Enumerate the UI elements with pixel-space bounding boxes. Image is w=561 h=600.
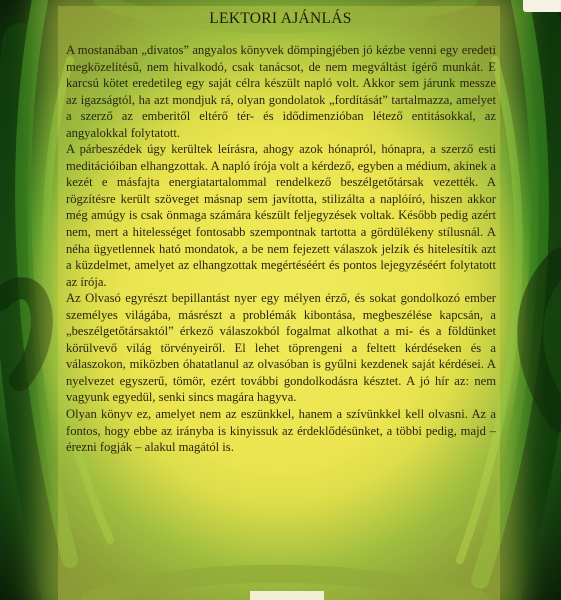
barcode-sticker-edge <box>250 591 324 600</box>
paragraph: Az Olvasó egyrészt bepillantást nyer egy mélyen érző, és sokat gondolkozó ember személyes világába, másrészt a problémák kibontása, megbeszélése kapcsán, a „beszélgetőtársaktól” érkező válaszokból fogalmat alkothat a mi- és a földünket körülvevő világ törvényeiről. El lehet töprengeni a feltett kérdéseken és a válaszokon, miközben óhatatlanul az olvasóban is gyűlni kezdenek saját kérdései. A nyelvezet egyszerű, tömör, ezért további gondolkodásra késztet. A jó hír az: nem vagyunk egyedül, senki sincs magára hagyva. <box>66 291 496 405</box>
paragraph: A mostanában „divatos” angyalos könyvek dömpingjében jó kézbe venni egy eredeti megközelítésű, nem hivalkodó, csak tanácsot, de nem megváltást ígérő munkát. E karcsú kötet eredetileg egy saját célra készült napló volt. Akkor sem járunk messze az igazságtól, ha azt mondjuk rá, olyan gondolatok „fordítását” tartalmazza, amelyet a szerző az emberitől eltérő tér- és idődimenzióban létező entitásokkal, az angyalokkal folytatott. <box>66 43 496 140</box>
paragraph: Olyan könyv ez, amelyet nem az eszünkkel, hanem a szívünkkel kell olvasni. Az a fontos, hogy ebbe az irányba is kinyissuk az érdeklődésünket, a többi pedig, majd – érezni fogják – alakul magától is. <box>66 407 496 455</box>
recommendation-text <box>66 42 496 456</box>
paragraph: A párbeszédek úgy kerültek leírásra, ahogy azok hónapról, hónapra, a szerző esti meditációiban elhangzottak. A napló írója volt a kérdező, egyben a médium, akinek a kezét e másfajta energiatartalommal rendelkező beszélgetőtársak vezették. A rögzítésre került szöveget másnap sem javította, stilizálta a naplóíró, hiszen akkor még amúgy is csak önmaga számára készült feljegyzések voltak. Később pedig azért nem, mert a hitelességet fontosabb szempontnak tartotta a gördülékeny stílusnál. A néha ügyetlennek ható mondatok, a be nem fejezett válaszok jelzik és hitelesítik azt a küzdelmet, amelyet az elhangzottak megértéséért és pontos lejegyzéséért folytatott az írója. <box>66 142 496 289</box>
page-title: LEKTORI AJÁNLÁS <box>209 10 352 27</box>
